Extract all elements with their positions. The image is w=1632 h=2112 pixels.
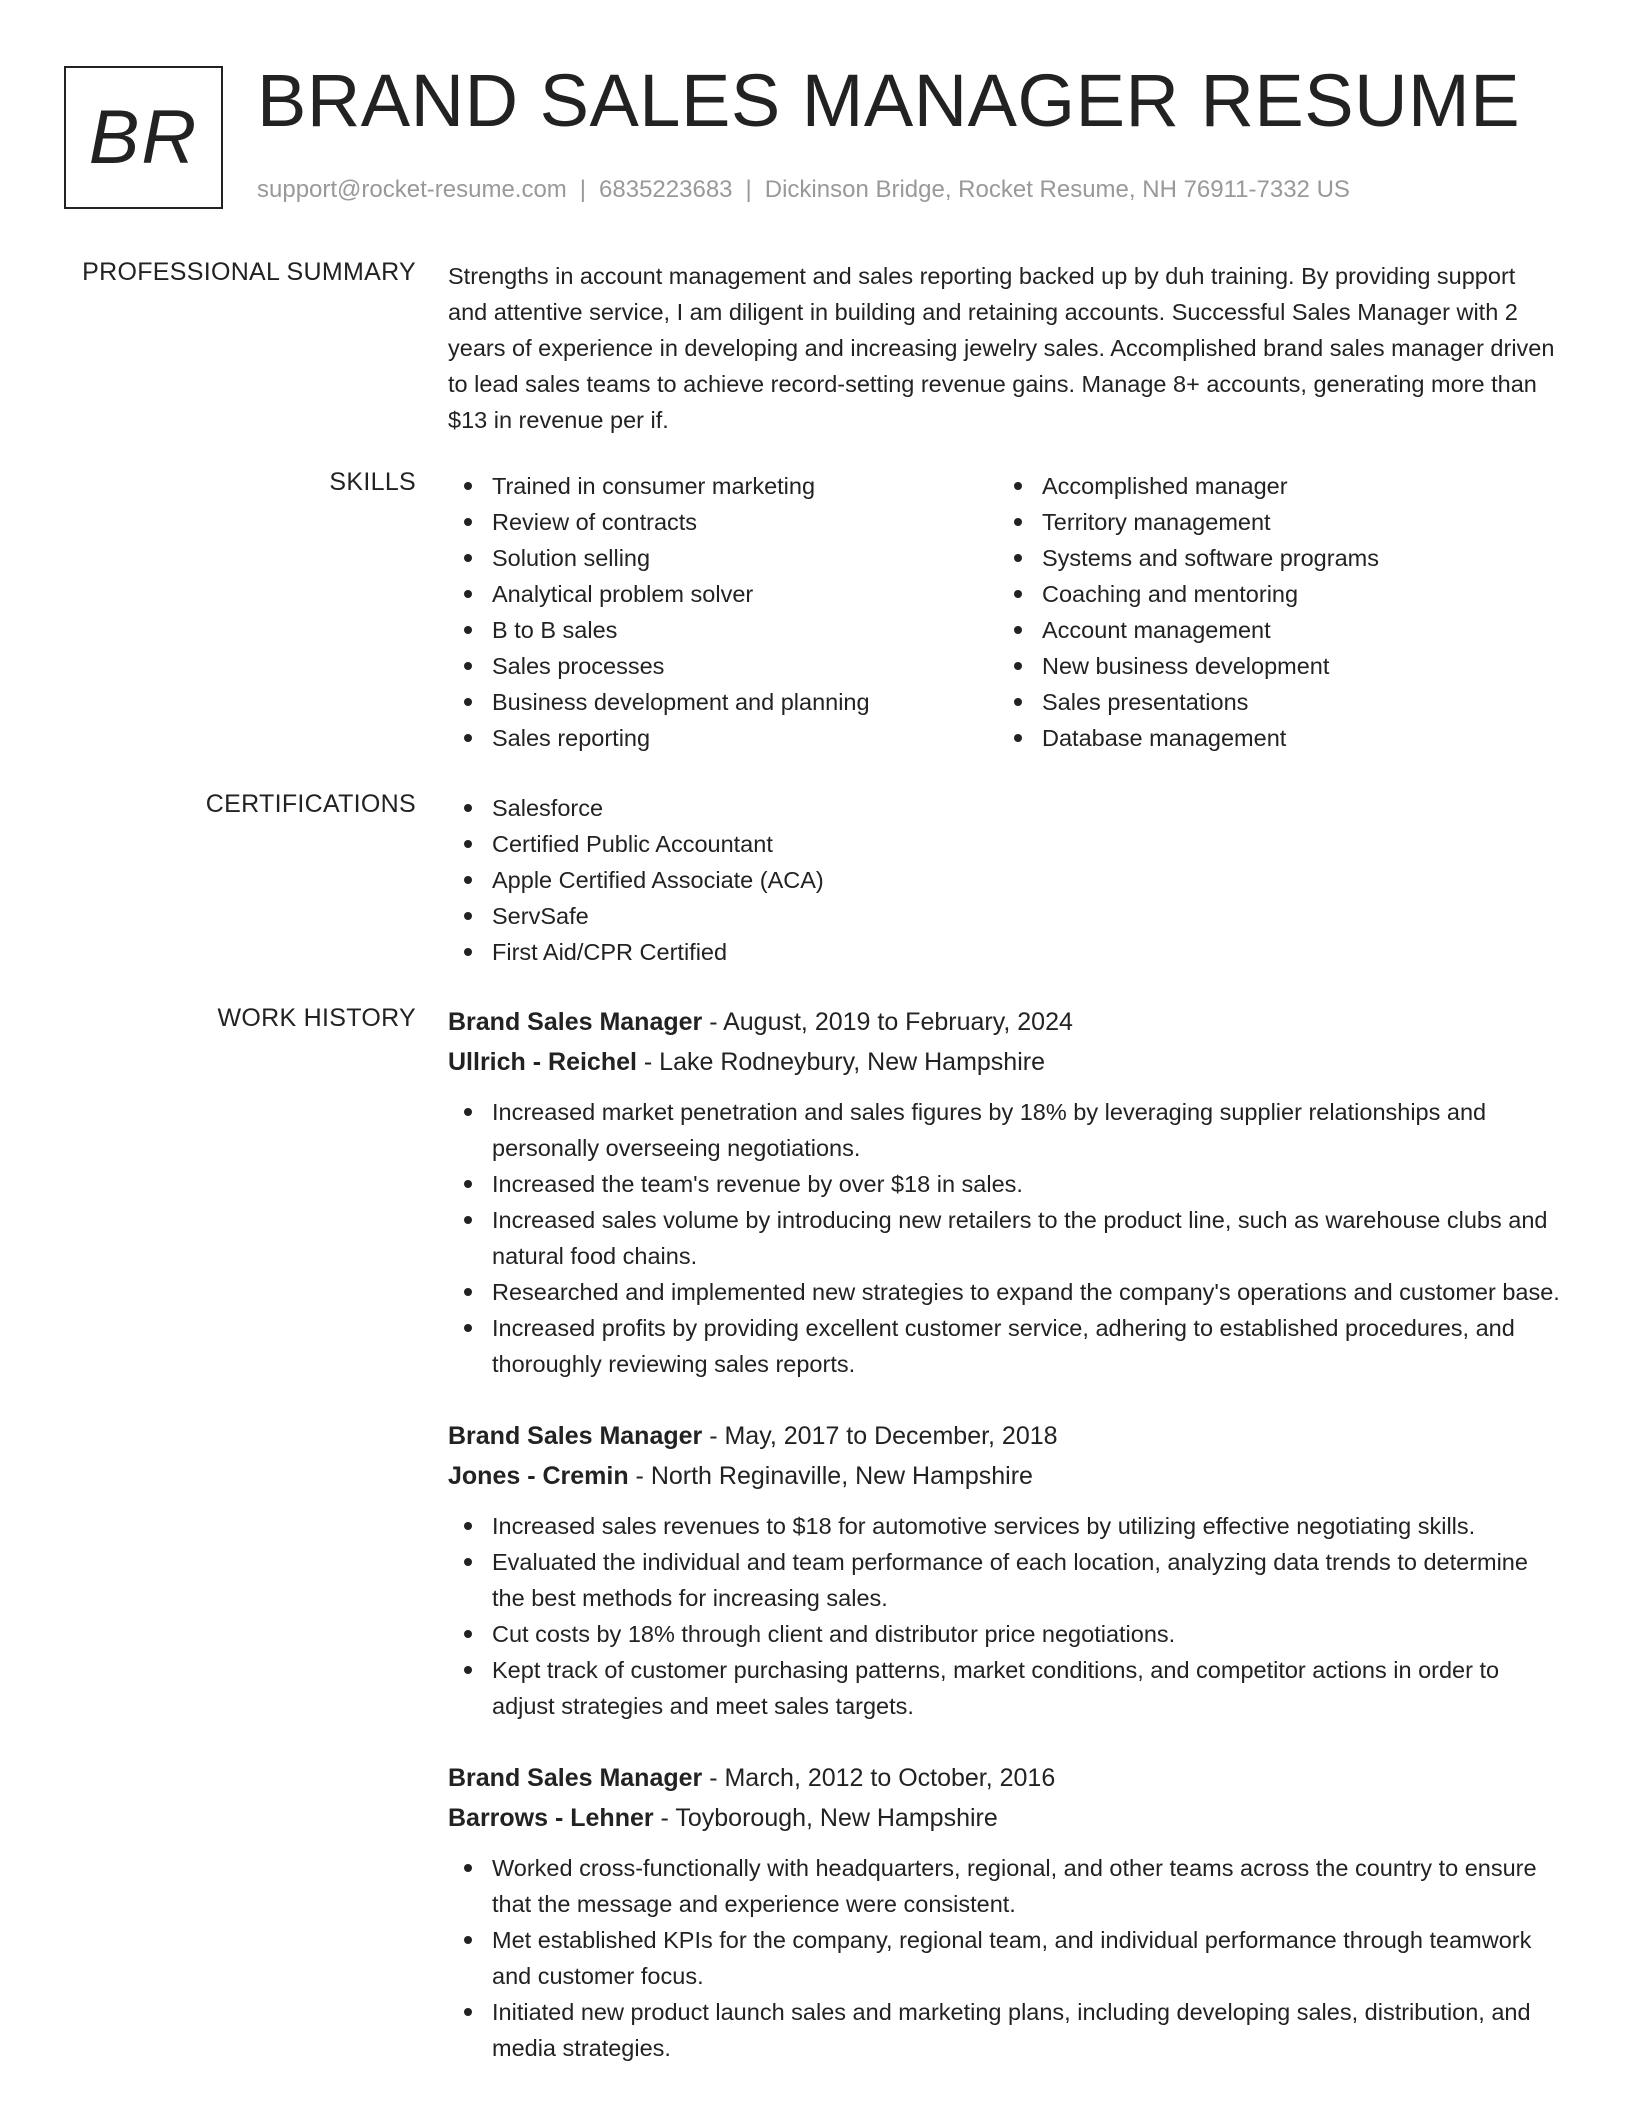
job-location: - Lake Rodneybury, New Hampshire [636,1048,1045,1076]
skill-item: Account management [998,612,1548,648]
job-role: Brand Sales Manager [448,1764,703,1792]
job-bullet: Researched and implemented new strategies to expand the company's operations and customer base. [448,1274,1560,1310]
job-bullet: Worked cross-functionally with headquarters, regional, and other teams across the country to ensure that the message and experience were consistent. [448,1850,1560,1922]
skills-label: SKILLS [329,468,416,496]
job-bullet: Increased sales revenues to $18 for automotive services by utilizing effective negotiating skills. [448,1508,1560,1544]
job-bullet: Increased market penetration and sales figures by 18% by leveraging supplier relationships and personally overseeing negotiations. [448,1094,1560,1166]
certification-item: Salesforce [448,790,1560,826]
job-entry [448,1758,1560,2066]
job-role: Brand Sales Manager [448,1422,703,1450]
job-bullet: Increased sales volume by introducing new retailers to the product line, such as warehouse clubs and natural food chains. [448,1202,1560,1274]
skill-item: Business development and planning [448,684,998,720]
certification-item: Apple Certified Associate (ACA) [448,862,1560,898]
job-title-line [448,1416,1560,1456]
contact-line [257,176,1350,204]
job-bullet: Kept track of customer purchasing patterns, market conditions, and competitor actions in order to adjust strategies and meet sales targets. [448,1652,1560,1724]
job-entry [448,1002,1560,1382]
skill-item: Trained in consumer marketing [448,468,998,504]
contact-address: Dickinson Bridge, Rocket Resume, NH 76911-7332 US [764,176,1350,203]
resume-title: BRAND SALES MANAGER RESUME [257,59,1521,142]
monogram-logo [64,66,223,209]
job-title-line [448,1758,1560,1798]
contact-phone[interactable]: 6835223683 [599,176,733,203]
skill-item: Review of contracts [448,504,998,540]
job-location: - North Reginaville, New Hampshire [628,1462,1033,1490]
work-history-list [448,1002,1560,2100]
job-company-line [448,1798,1560,1838]
skill-item: New business development [998,648,1548,684]
skill-item: Sales processes [448,648,998,684]
job-company: Barrows - Lehner [448,1804,654,1832]
job-company-line [448,1042,1560,1082]
initials: BR [88,95,199,180]
skills-list-right [998,468,1548,756]
certifications-label: CERTIFICATIONS [205,790,416,818]
skill-item: Accomplished manager [998,468,1548,504]
skill-item: Systems and software programs [998,540,1548,576]
job-location: - Toyborough, New Hampshire [653,1804,998,1832]
certification-item: First Aid/CPR Certified [448,934,1560,970]
skills-list-left [448,468,998,756]
job-company: Ullrich - Reichel [448,1048,637,1076]
summary-label: PROFESSIONAL SUMMARY [82,258,416,286]
certifications-list [448,790,1560,970]
certification-item: ServSafe [448,898,1560,934]
job-bullet: Evaluated the individual and team performance of each location, analyzing data trends to determine the best methods for increasing sales. [448,1544,1560,1616]
job-dates: - August, 2019 to February, 2024 [702,1008,1073,1036]
contact-separator: | [745,176,752,203]
job-dates: - March, 2012 to October, 2016 [702,1764,1056,1792]
skill-item: Sales reporting [448,720,998,756]
job-company-line [448,1456,1560,1496]
job-title-line [448,1002,1560,1042]
skill-item: Analytical problem solver [448,576,998,612]
job-bullets [448,1508,1560,1724]
skill-item: B to B sales [448,612,998,648]
skills-columns [448,468,1560,756]
certification-item: Certified Public Accountant [448,826,1560,862]
job-company: Jones - Cremin [448,1462,629,1490]
job-entry [448,1416,1560,1724]
job-dates: - May, 2017 to December, 2018 [702,1422,1058,1450]
job-role: Brand Sales Manager [448,1008,703,1036]
job-bullet: Initiated new product launch sales and marketing plans, including developing sales, distribution, and media strategies. [448,1994,1560,2066]
work-history-label: WORK HISTORY [217,1004,416,1032]
skill-item: Sales presentations [998,684,1548,720]
job-bullet: Increased profits by providing excellent customer service, adhering to established procedures, and thoroughly reviewing sales reports. [448,1310,1560,1382]
skill-item: Territory management [998,504,1548,540]
job-bullets [448,1094,1560,1382]
job-bullet: Increased the team's revenue by over $18 in sales. [448,1166,1560,1202]
job-bullet: Cut costs by 18% through client and distributor price negotiations. [448,1616,1560,1652]
skill-item: Coaching and mentoring [998,576,1548,612]
job-bullets [448,1850,1560,2066]
contact-email[interactable]: support@rocket-resume.com [257,176,567,203]
skill-item: Solution selling [448,540,998,576]
summary-text: Strengths in account management and sales reporting backed up by duh training. By providing support and attentive service, I am diligent in building and retaining accounts. Successful Sales Manager with 2 years of experience in developing and increasing jewelry sales. Accomplished brand sales manager driven to lead sales teams to achieve record-setting revenue gains. Manage 8+ accounts, generating more than $13 in revenue per if. [448,263,1555,433]
contact-separator: | [579,176,587,203]
skill-item: Database management [998,720,1548,756]
job-bullet: Met established KPIs for the company, regional team, and individual performance through teamwork and customer focus. [448,1922,1560,1994]
